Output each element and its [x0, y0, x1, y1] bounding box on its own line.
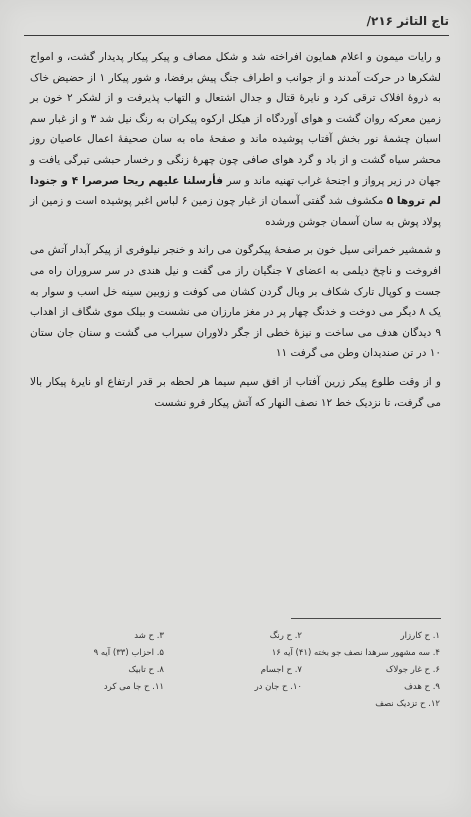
footnote-item: ۹. ح هدف: [404, 682, 440, 692]
quranic-quote: فأرسلنا عليهم ريحا صرصرا ۴ و جنودا لم تروها ۵: [30, 174, 441, 208]
paragraph-1: [30, 47, 441, 232]
footnote-row: [36, 645, 440, 662]
footnote-item: ۶. ح غار جولاک: [385, 665, 440, 675]
page-header: [24, 10, 449, 36]
footnote-item: ۲. ح رنگ: [269, 631, 302, 641]
footnote-row: [36, 679, 440, 696]
footnote-item: ۱۲. ح تزدیک نصف: [375, 699, 440, 709]
footnote-item: ۱۱. ح جا می کرد: [103, 682, 164, 692]
paragraph-2: و شمشیر خمرانی سیل خون بر صفحهٔ پیکرگون می راند و خنجر نیلوفری از پیکر آبدار آتش می افروخت و ناچخ دیلمی به اعضای ۷ جنگیان راز می گفت و نیل هندی در سر سروران راه می جست و کوپال تارک شکاف بر وبال گردن کشان می کوفت و زوبین سینه خل اسب و سوار به یک ۸ دیگر می دوخت و خدنگ چهار پر در مغز مارزان می نشست و بیلک موی شگاف از اهداب ۹ دیدگان هدف می ساخت و نیزهٔ خطی از جگر دلاوران سیراب می گشت و سنان جان ستان ۱۰ در تن صندیدان وطن می گرفت ۱۱: [30, 244, 441, 360]
header-rule: [24, 35, 449, 36]
footnote-item: ۷. ح اجسام: [260, 665, 302, 675]
footnote-row: [36, 662, 440, 679]
footnotes: [36, 628, 440, 713]
footnote-item: ۱۰. ح جان در: [254, 682, 302, 692]
paragraph-3: و از وقت طلوع پیکر زرین آفتاب از افق سیم سیما هر لحظه بر قدر ارتفاع او نایرهٔ پیکار بالا می گرفت، تا نزدیک خط ۱۲ نصف النهار که آتش پیکار فرو نشست: [30, 375, 441, 409]
footnote-item: ۱. ح کارزار: [400, 631, 440, 641]
footnote-item: ۳. ح شد: [134, 631, 164, 641]
footnote-row: [36, 628, 440, 645]
paragraph-1-end: مکشوف شد گفتی آسمان از غبار چون زمین ۶ لباس اغبر پوشیده است و زمین از پولاد پوش به سان آسمان جوشن ورشده: [30, 195, 441, 228]
footnote-item: ۵. احزاب (۳۳) آیه ۹: [93, 648, 164, 658]
footnote-item: ۸. ح تابیک: [128, 665, 164, 675]
footnote-divider: [291, 618, 441, 619]
paragraph-1-text: و رایات میمون و اعلام همایون افراخته شد و شکل مصاف و پیکر پیکار پدیدار گشت، و امواج لشکرها در حرکت آمدند و از جوانب و اطراف جنگ پیش برفضا، و شور پیکار ۱ از حضیض خاک به ذروهٔ افلاک ترقی کرد و نایرهٔ قتال و جدال اشتعال و التهاب پذیرفت و از لشکر ۲ خون بر زمین معرکه روان گشت و هوای آوردگاه از هیکل ارکوه پیکران به رنگ نیل شد ۳ و از غبار سم اسبان چشمهٔ نور بخش آفتاب پوشیده ماند و صفحهٔ ماه به سان صحیفهٔ اعمال عاصیان روز محشر سیاه گشت و از باد و گرد هوای صافی چون چهرهٔ زنگی و رخسار حبشی تیرگی یافت و جهان در زیر پرواز و اجنحهٔ غراب تهنیه ماند و سر: [30, 51, 442, 187]
running-header-title: تاج التاثر ۲۱۶/: [366, 14, 449, 28]
footnote-item: ۴. سه مشهور سرهدا نصف جو بخته (۴۱) آیه ۱۶: [271, 648, 440, 658]
footnote-row: [36, 696, 440, 713]
main-text: [30, 47, 441, 421]
